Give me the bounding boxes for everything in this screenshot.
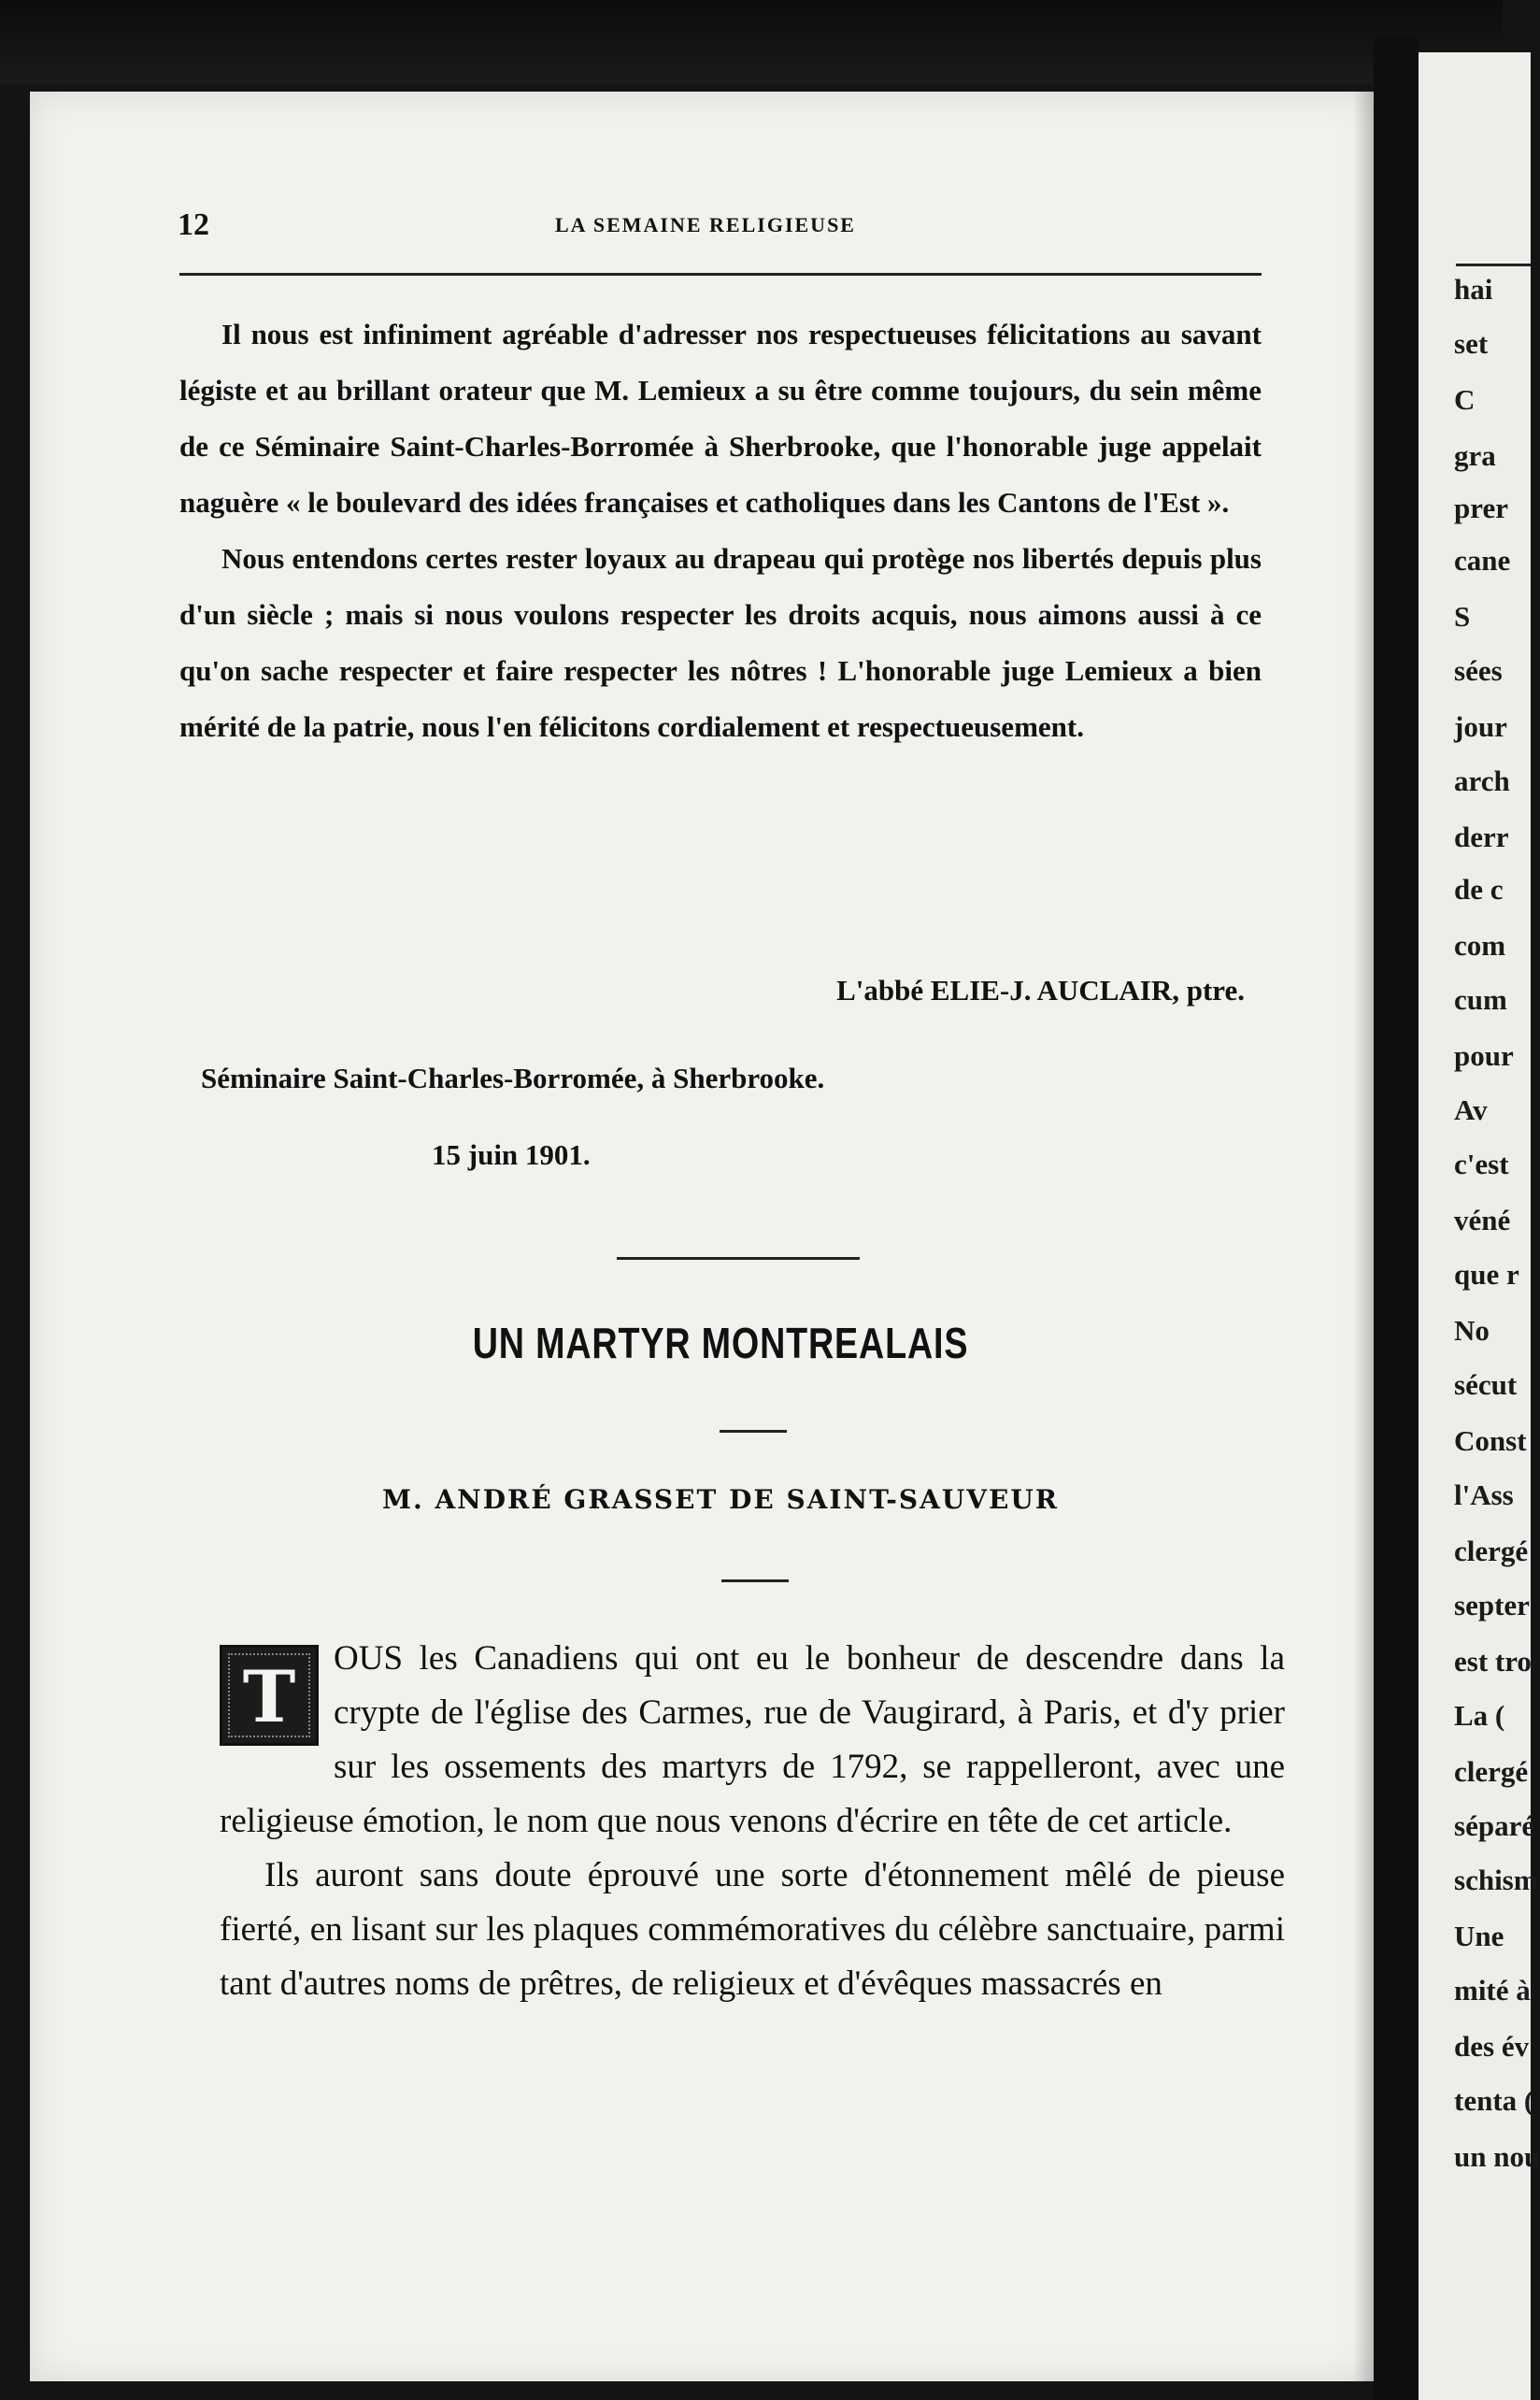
- letter-place: Séminaire Saint-Charles-Borromée, à Sherbrooke.: [201, 1062, 825, 1094]
- adjacent-page-text-fragment: Une: [1454, 1920, 1504, 1952]
- adjacent-page-text-fragment: jour: [1454, 710, 1507, 743]
- page-number: 12: [178, 207, 209, 242]
- adjacent-page-text-fragment: est tro: [1454, 1645, 1532, 1678]
- adjacent-page-text-fragment: set: [1454, 327, 1489, 360]
- article-paragraph: Ils auront sans doute éprouvé une sorte d'étonnement mêlé de pieuse fierté, en lisant sur les plaques commémoratives du célèbre sanctuaire, parmi tant d'autres noms de prêtres, de religieux et d'évêques massacrés en: [220, 1856, 1285, 2003]
- subtitle-rule: [721, 1579, 789, 1582]
- adjacent-page-head-rule: [1456, 264, 1531, 266]
- adjacent-page-edge: [1419, 52, 1540, 2400]
- adjacent-page-text-fragment: septer: [1454, 1589, 1530, 1621]
- article-paragraph: [220, 1632, 1285, 1849]
- adjacent-page-text-fragment: hai: [1454, 273, 1493, 306]
- adjacent-page-text-fragment: un nou: [1454, 2140, 1540, 2173]
- dropcap-letter: T: [242, 1655, 296, 1738]
- adjacent-page-text-fragment: des év: [1454, 2030, 1530, 2063]
- adjacent-page-text-fragment: La (: [1454, 1699, 1505, 1732]
- adjacent-page-text-fragment: derr: [1454, 821, 1509, 853]
- letter-paragraph: Il nous est infiniment agréable d'adresser nos respectueuses félicitations au savant légiste et au brillant orateur que M. Lemieux a su être comme toujours, du sein même de ce Séminaire Saint-Charles-Borromée à Sherbrooke, que l'honorable juge appelait naguère « le boulevard des idées françaises et catholiques dans les Cantons de l'Est ».: [179, 318, 1262, 519]
- article-title: UN MARTYR MONTREALAIS: [472, 1319, 969, 1367]
- letter-signature: L'abbé ELIE-J. AUCLAIR, ptre.: [836, 974, 1245, 1007]
- adjacent-page-text-fragment: schism: [1454, 1864, 1538, 1896]
- adjacent-page-text-fragment: gra: [1454, 439, 1496, 472]
- adjacent-page-text-fragment: S: [1454, 600, 1471, 633]
- article-paragraph-text: OUS les Canadiens qui ont eu le bonheur de descendre dans la crypte de l'église des Carmes, rue de Vaugirard, à Paris, et d'y prier sur les ossements des martyrs de 1792, se rappelleront, avec une religieuse émotion, le nom que nous venons d'écrire en tête de cet article.: [220, 1639, 1285, 1840]
- adjacent-page-text-fragment: prer: [1454, 492, 1508, 524]
- adjacent-page-text-fragment: cum: [1454, 983, 1507, 1016]
- letter-date: 15 juin 1901.: [432, 1138, 591, 1171]
- adjacent-page-text-fragment: No: [1454, 1314, 1490, 1347]
- adjacent-page-text-fragment: cane: [1454, 544, 1511, 577]
- adjacent-page-text-fragment: c'est: [1454, 1148, 1509, 1180]
- adjacent-page-text-fragment: C: [1454, 383, 1476, 416]
- adjacent-page-text-fragment: tenta (: [1454, 2084, 1534, 2117]
- adjacent-page-text-fragment: l'Ass: [1454, 1479, 1514, 1511]
- adjacent-page-text-fragment: que r: [1454, 1258, 1519, 1291]
- adjacent-page-text-fragment: Const: [1454, 1424, 1527, 1457]
- article-body: [220, 1632, 1285, 2011]
- running-head-rule: [179, 273, 1262, 276]
- adjacent-page-text-fragment: Av: [1454, 1093, 1488, 1126]
- adjacent-page-text-fragment: clergé: [1454, 1535, 1529, 1567]
- adjacent-page-text-fragment: sécut: [1454, 1368, 1518, 1401]
- letter-body: [179, 307, 1262, 755]
- adjacent-page-text-fragment: com: [1454, 929, 1506, 962]
- adjacent-page-text-fragment: séparé: [1454, 1809, 1535, 1842]
- journal-title: LA SEMAINE RELIGIEUSE: [555, 213, 856, 236]
- book-gutter: [1374, 37, 1419, 2400]
- title-rule: [720, 1430, 787, 1433]
- article-subtitle: M. ANDRÉ GRASSET DE SAINT-SAUVEUR: [381, 1484, 1060, 1515]
- section-separator-rule: [617, 1257, 860, 1260]
- adjacent-page-text-fragment: de c: [1454, 873, 1504, 906]
- running-head: [150, 207, 1262, 245]
- adjacent-page-text-fragment: mité à: [1454, 1974, 1531, 2007]
- ornamental-dropcap: [220, 1645, 319, 1746]
- adjacent-page-text-fragment: arch: [1454, 764, 1510, 797]
- adjacent-page-text-fragment: sées: [1454, 654, 1503, 687]
- adjacent-page-text-fragment: véné: [1454, 1204, 1511, 1236]
- letter-paragraph: Nous entendons certes rester loyaux au drapeau qui protège nos libertés depuis plus d'un siècle ; mais si nous voulons respecter les droits acquis, nous aimons aussi à ce qu'on sache respecter et faire respecter les nôtres ! L'honorable juge Lemieux a bien mérité de la patrie, nous l'en félicitons cordialement et respectueusement.: [179, 542, 1262, 743]
- scan-background-top: [0, 0, 1503, 84]
- adjacent-page-text-fragment: clergé: [1454, 1755, 1529, 1788]
- adjacent-page-text-fragment: pour: [1454, 1039, 1514, 1072]
